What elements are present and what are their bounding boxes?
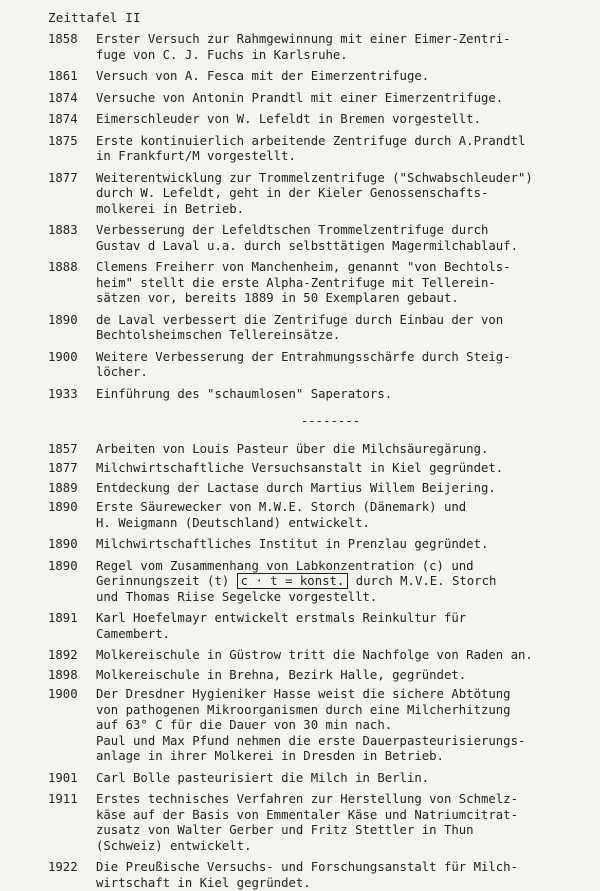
entry-line-part: Gerinnungszeit (t): [96, 574, 237, 588]
timeline-entry: [48, 350, 593, 381]
entry-year: 1900: [48, 349, 78, 364]
entry-text: Arbeiten von Louis Pasteur über die Milchsäuregärung.: [96, 441, 489, 456]
entry-text: Karl Hoefelmayr entwickelt erstmals Reinkultur für Camembert.: [96, 611, 467, 641]
entry-year: 1922: [48, 860, 78, 874]
timeline-entry: [48, 91, 593, 107]
entry-year: 1911: [48, 792, 78, 806]
entry-text: Erste Säurewecker von M.W.E. Storch (Dänemark) und H. Weigmann (Deutschland) entwickelt.: [96, 500, 467, 530]
timeline-entry: [48, 32, 593, 63]
timeline-entry: [48, 461, 593, 477]
entry-year: 1890: [48, 537, 78, 551]
timeline-entry: [48, 500, 593, 531]
entry-year: 1877: [48, 461, 78, 475]
timeline-entry: [48, 134, 593, 165]
timeline-entry: [48, 537, 593, 553]
entry-year: 1861: [48, 69, 78, 83]
entry-text: Weitere Verbesserung der Entrahmungsschärfe durch Steig- löcher.: [96, 349, 511, 379]
entry-year: 1933: [48, 386, 78, 401]
timeline-entry: [48, 792, 593, 854]
section-divider: --------: [300, 414, 361, 428]
entry-text: Einführung des "schaumlosen" Saperators.: [96, 386, 393, 401]
entry-text: Der Dresdner Hygieniker Hasse weist die sichere Abtötung von pathogenen Mikroorganismen durch eine Milcherhitzung auf 63° C für die Dauer von 30 min nach. Paul und Max Pfund nehmen die erste Dauerpasteurisierungs- anlage in ihrer Molkerei in Dresden in Betrieb.: [96, 687, 526, 763]
entry-text: Carl Bolle pasteurisiert die Milch in Berlin.: [96, 770, 430, 785]
timeline-entry: [48, 668, 593, 684]
entry-text: Versuche von Antonin Prandtl mit einer Eimerzentrifuge.: [96, 90, 504, 105]
entry-year: 1891: [48, 611, 78, 625]
entry-text: Milchwirtschaftliches Institut in Prenzlau gegründet.: [96, 537, 489, 551]
entry-text: Entdeckung der Lactase durch Martius Willem Beijering.: [96, 480, 496, 495]
entry-year: 1892: [48, 648, 78, 662]
entry-line-part: durch M.V.E. Storch: [348, 574, 497, 588]
timeline-entry: [48, 481, 593, 497]
timeline-entry: [48, 260, 593, 307]
entry-text: Molkereischule in Brehna, Bezirk Halle, gegründet.: [96, 667, 467, 682]
entry-year: 1857: [48, 441, 78, 456]
timeline-entry: [48, 611, 593, 642]
entry-year: 1888: [48, 260, 78, 274]
entry-year: 1900: [48, 687, 78, 701]
timeline-entry: [48, 69, 593, 85]
timeline-entry: [48, 559, 593, 606]
entry-line: und Thomas Riise Segelcke vorgestellt.: [96, 589, 378, 604]
entry-text: Molkereischule in Güstrow tritt die Nachfolge von Raden an.: [96, 648, 533, 662]
entry-year: 1901: [48, 770, 78, 785]
entry-text: de Laval verbessert die Zentrifuge durch Einbau der von Bechtolsheimschen Tellereinsätze.: [96, 312, 504, 342]
formula-box: c · t = konst.: [237, 573, 349, 589]
timeline-entry: [48, 860, 593, 891]
timeline-entry: [48, 687, 593, 765]
timeline-entry: [48, 648, 593, 664]
entry-year: 1858: [48, 32, 78, 46]
entry-year: 1890: [48, 312, 78, 327]
entry-year: 1877: [48, 170, 78, 185]
entry-year: 1875: [48, 133, 78, 148]
entry-text: Clemens Freiherr von Manchenheim, genannt "von Bechtols- heim" stellt die erste Alpha-Zentrifuge mit Tellerein- sätzen vor, bereits 1889 in 50 Exemplaren gebaut.: [96, 260, 511, 305]
timeline-entry: [48, 171, 593, 218]
entry-text: Die Preußische Versuchs- und Forschungsanstalt für Milch- wirtschaft in Kiel gegründet.: [96, 860, 518, 890]
timeline-entry: [48, 223, 593, 254]
timeline-entry: [48, 313, 593, 344]
entry-text: Milchwirtschaftliche Versuchsanstalt in Kiel gegründet.: [96, 461, 504, 475]
entry-year: 1874: [48, 112, 78, 126]
entry-year: 1890: [48, 500, 78, 514]
entry-year: 1889: [48, 480, 78, 495]
page-title: Zeittafel II: [48, 10, 141, 25]
entry-year: 1883: [48, 223, 78, 237]
timeline-entry: [48, 112, 593, 128]
entry-text: Verbesserung der Lefeldtschen Trommelzentrifuge durch Gustav d Laval u.a. durch selbsttätigen Magermilchablauf.: [96, 223, 518, 253]
entry-year: 1890: [48, 558, 78, 573]
timeline-entry: [48, 387, 593, 403]
timeline-entry: [48, 771, 593, 787]
entry-text: Weiterentwicklung zur Trommelzentrifuge ("Schwabschleuder") durch W. Lefeldt, geht in der Kieler Genossenschafts- molkerei in Betrieb.: [96, 170, 533, 216]
entry-text: Versuch von A. Fesca mit der Eimerzentrifuge.: [96, 69, 430, 83]
entry-text: [96, 559, 593, 606]
entry-text: Erster Versuch zur Rahmgewinnung mit einer Eimer-Zentri- fuge von C. J. Fuchs in Karlsruhe.: [96, 32, 511, 62]
timeline-list: [48, 32, 593, 891]
entry-line: [96, 574, 593, 590]
entry-year: 1898: [48, 667, 78, 682]
entry-text: Eimerschleuder von W. Lefeldt in Bremen vorgestellt.: [96, 112, 481, 126]
entry-text: Erste kontinuierlich arbeitende Zentrifuge durch A.Prandtl in Frankfurt/M vorgestellt.: [96, 133, 526, 163]
entry-year: 1874: [48, 90, 78, 105]
entry-line: Regel vom Zusammenhang von Labkonzentration (c) und: [96, 558, 474, 573]
timeline-entry: [48, 442, 593, 458]
entry-text: Erstes technisches Verfahren zur Herstellung von Schmelz- käse auf der Basis von Emmentaler Käse und Natriumcitrat- zusatz von Walter Gerber und Fritz Stettler in Thun (Schweiz) entwickelt.: [96, 792, 518, 853]
